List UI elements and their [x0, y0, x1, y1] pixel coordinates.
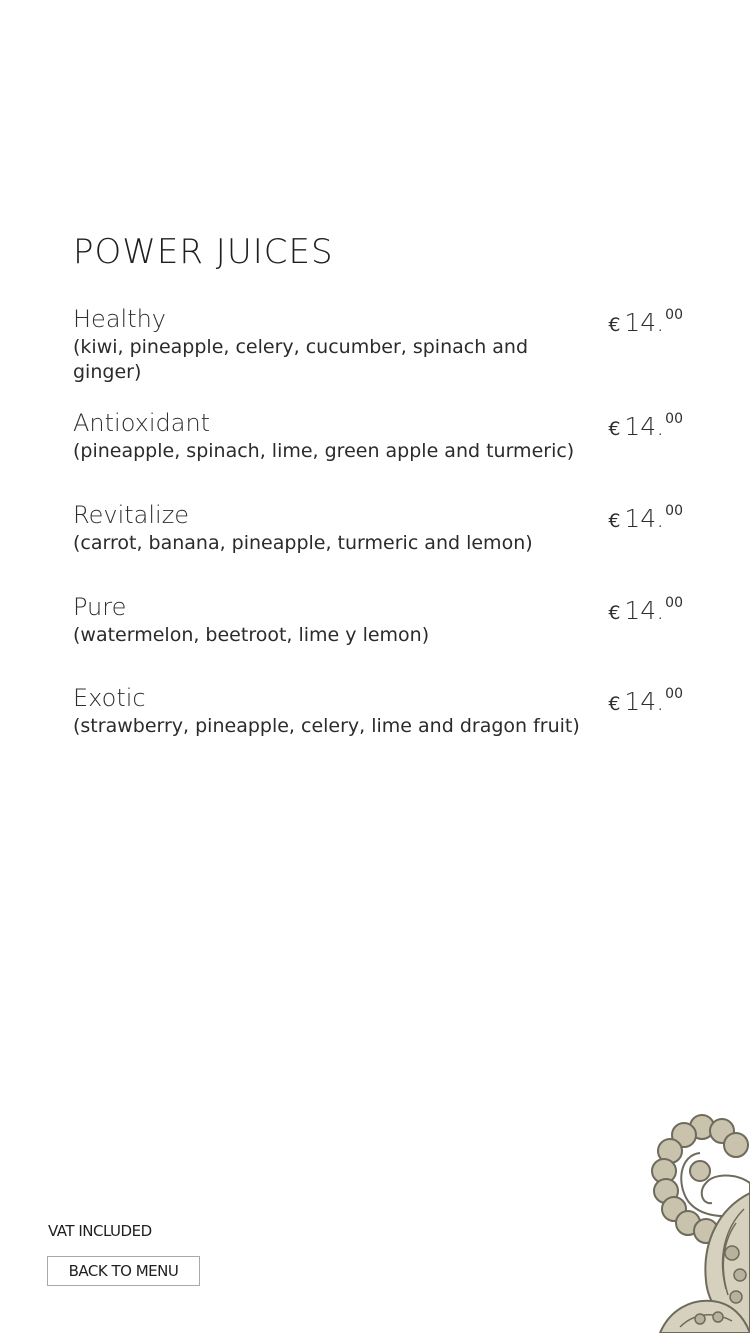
menu-item — [73, 499, 685, 556]
back-to-menu-button[interactable]: BACK TO MENU — [47, 1256, 200, 1286]
price-currency: € — [608, 693, 621, 715]
price-currency: € — [608, 418, 621, 440]
price-integer: 14. — [624, 596, 665, 625]
item-name: Healthy — [73, 305, 167, 333]
price-integer: 14. — [624, 412, 665, 441]
price-decimals: 00 — [665, 307, 683, 323]
item-price — [608, 503, 683, 533]
item-description: (kiwi, pineapple, celery, cucumber, spinach and ginger) — [73, 336, 529, 383]
item-name: Revitalize — [73, 501, 190, 529]
item-price — [608, 411, 683, 441]
vat-notice: VAT INCLUDED — [48, 1222, 152, 1240]
item-name: Antioxidant — [73, 409, 211, 437]
paisley-ornament-graphic — [640, 1113, 750, 1333]
item-name: Pure — [73, 593, 127, 621]
item-description: (strawberry, pineapple, celery, lime and dragon fruit) — [73, 715, 580, 737]
menu-item — [73, 303, 685, 385]
price-integer: 14. — [624, 504, 665, 533]
item-price — [608, 686, 683, 716]
price-currency: € — [608, 314, 621, 336]
price-decimals: 00 — [665, 595, 683, 611]
item-description: (pineapple, spinach, lime, green apple and turmeric) — [73, 440, 575, 462]
paisley-ornament — [640, 1113, 750, 1333]
item-price — [608, 595, 683, 625]
price-decimals: 00 — [665, 686, 683, 702]
price-currency: € — [608, 602, 621, 624]
menu-item — [73, 591, 685, 648]
price-integer: 14. — [624, 308, 665, 337]
section-title: POWER JUICES — [73, 232, 334, 272]
item-description: (carrot, banana, pineapple, turmeric and lemon) — [73, 532, 533, 554]
item-description: (watermelon, beetroot, lime y lemon) — [73, 624, 430, 646]
price-currency: € — [608, 510, 621, 532]
price-integer: 14. — [624, 687, 665, 716]
item-price — [608, 307, 683, 337]
price-decimals: 00 — [665, 411, 683, 427]
price-decimals: 00 — [665, 503, 683, 519]
menu-item — [73, 682, 685, 739]
menu-item — [73, 407, 685, 464]
item-name: Exotic — [73, 684, 146, 712]
